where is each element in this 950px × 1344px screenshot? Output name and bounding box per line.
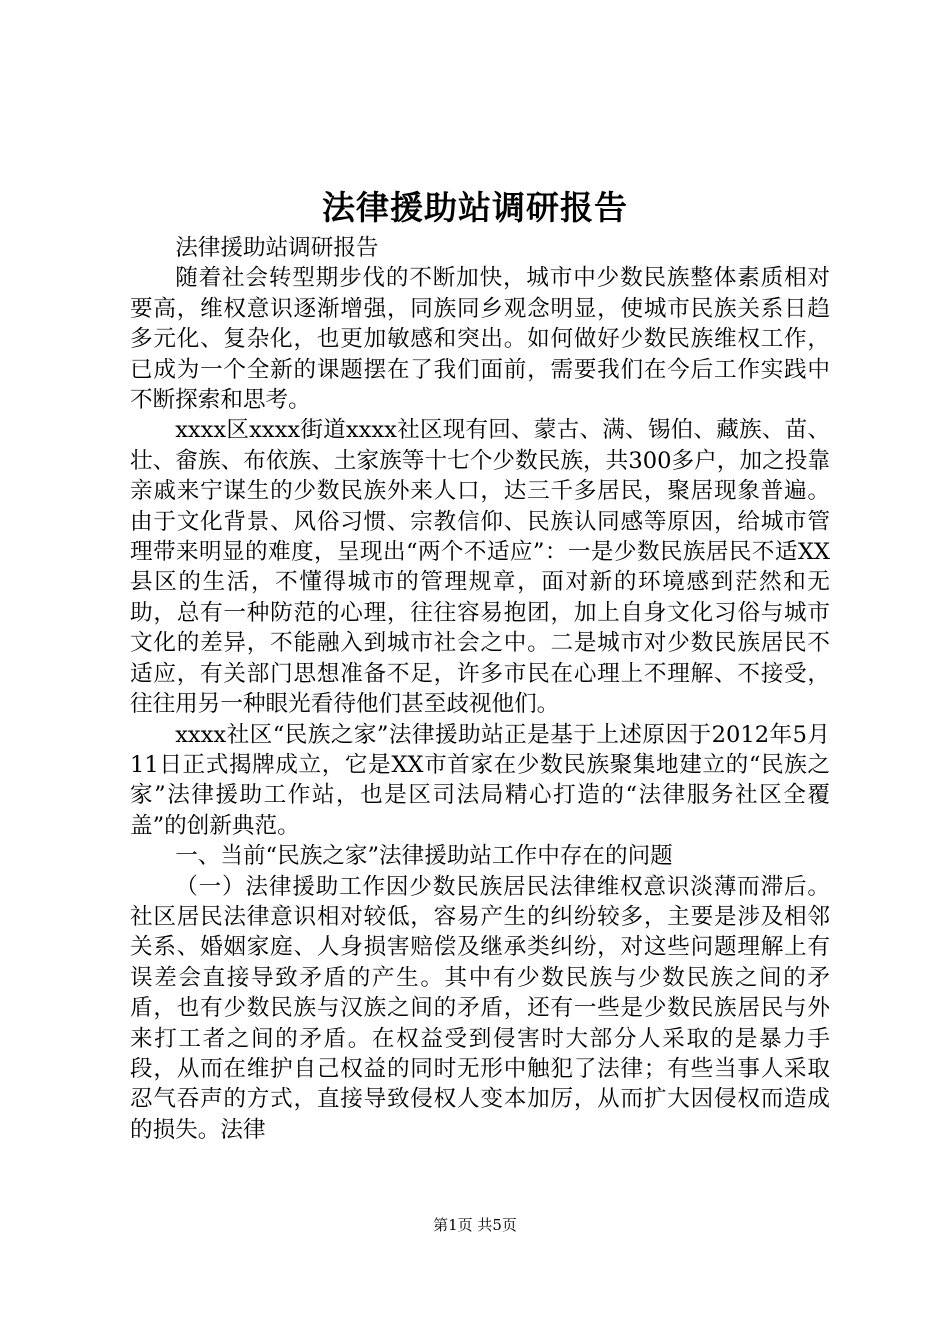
paragraph: xxxx社区“民族之家”法律援助站正是基于上述原因于2012年5月11日正式揭牌成立，它是XX市首家在少数民族聚集地建立的“民族之家”法律援助工作站，也是区司法局精心打造的“法律服务社区全覆盖”的创新典范。: [130, 721, 830, 839]
paragraph: xxxx区xxxx街道xxxx社区现有回、蒙古、满、锡伯、藏族、苗、壮、畲族、布依族、土家族等十七个少数民族，共300多户，加之投靠亲戚来宁谋生的少数民族外来人口，达三千多居民，聚居现象普遍。由于文化背景、风俗习惯、宗教信仰、民族认同感等原因，给城市管理带来明显的难度，呈现出“两个不适应”：一是少数民族居民不适XX县区的生活，不懂得城市的管理规章，面对新的环境感到茫然和无助，总有一种防范的心理，往往容易抱团，加上自身文化习俗与城市文化的差异，不能融入到城市社会之中。二是城市对少数民族居民不适应，有关部门思想准备不足，许多市民在心理上不理解、不接受，往往用另一种眼光看待他们甚至歧视他们。: [130, 417, 830, 718]
paragraph-subtitle: 法律援助站调研报告: [175, 235, 379, 261]
section-heading: 一、当前“民族之家”法律援助站工作中存在的问题: [175, 843, 673, 870]
document-body: [130, 233, 830, 1145]
document-title: 法律援助站调研报告: [322, 188, 628, 227]
page-footer: 第1页 共5页: [433, 1216, 517, 1234]
paragraph: （一）法律援助工作因少数民族居民法律维权意识淡薄而滞后。社区居民法律意识相对较低，容易产生的纠纷较多，主要是涉及相邻关系、婚姻家庭、人身损害赔偿及继承类纠纷，对这些问题理解上有误差会直接导致矛盾的产生。其中有少数民族与少数民族之间的矛盾，也有少数民族与汉族之间的矛盾，还有一些是少数民族居民与外来打工者之间的矛盾。在权益受到侵害时大部分人采取的是暴力手段，从而在维护自己权益的同时无形中触犯了法律；有些当事人采取忍气吞声的方式，直接导致侵权人变本加厉，从而扩大因侵权而造成的损失。法律: [130, 873, 830, 1143]
paragraph: 随着社会转型期步伐的不断加快，城市中少数民族整体素质相对要高，维权意识逐渐增强，同族同乡观念明显，使城市民族关系日趋多元化、复杂化，也更加敏感和突出。如何做好少数民族维权工作，已成为一个全新的课题摆在了我们面前，需要我们在今后工作实践中不断探索和思考。: [130, 265, 830, 414]
